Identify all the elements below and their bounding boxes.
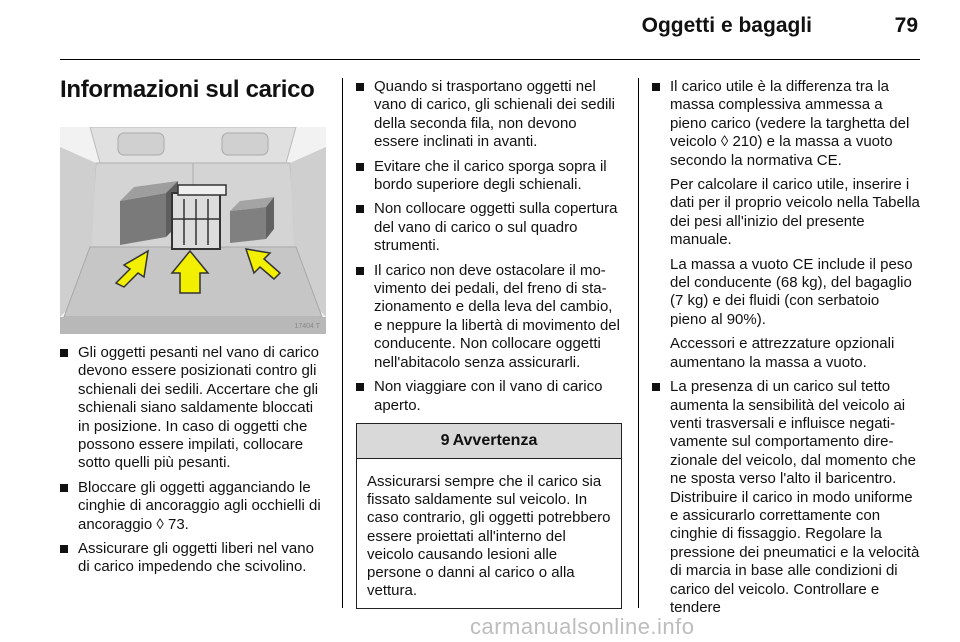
bullet-square-icon bbox=[60, 484, 68, 492]
bullet-square-icon bbox=[356, 163, 364, 171]
column-left bbox=[60, 344, 326, 583]
list-item: Assicurare gli oggetti liberi nel vano di carico impedendo che scivolino. bbox=[60, 540, 326, 577]
bullet-square-icon bbox=[60, 545, 68, 553]
page-number: 79 bbox=[894, 14, 918, 37]
list-item: Quando si trasportano oggetti nel vano di carico, gli schienali dei sedili della seconda fila, non devono essere inclinati in avanti. bbox=[356, 78, 622, 152]
bullet-square-icon bbox=[356, 267, 364, 275]
sub-paragraph: La massa a vuoto CE include il peso del conducente (68 kg), del bagaglio (7 kg) e dei fluidi (con serbatoio pieno al 90%). bbox=[670, 255, 913, 328]
page-header bbox=[0, 0, 960, 60]
list-item: Il carico utile è la differenza tra la massa complessiva ammessa a pieno carico (vedere la targhetta del veicolo ◊ 210) e la massa a vuoto secondo la normativa CE. bbox=[652, 78, 920, 170]
cargo-loading-illustration bbox=[60, 127, 326, 334]
warning-triangle-icon: 9 bbox=[440, 431, 450, 449]
column-divider bbox=[342, 78, 343, 608]
warning-box bbox=[356, 423, 622, 609]
sub-paragraph: Per calcolare il carico utile, inserire i dati per il proprio veicolo nella Tabella dei pesi all'inizio del presente manuale. bbox=[670, 176, 920, 249]
sub-paragraph: Accessori e attrezzature opzionali aumentano la massa a vuoto. bbox=[670, 335, 895, 371]
list-item: Non collocare oggetti sulla copertura del vano di carico o sul quadro strumenti. bbox=[356, 200, 622, 255]
column-middle bbox=[356, 78, 622, 609]
bullet-square-icon bbox=[652, 83, 660, 91]
header-rule bbox=[60, 59, 920, 60]
warning-header bbox=[357, 424, 621, 459]
warning-title: Avvertenza bbox=[452, 431, 538, 449]
figure-code: 17404 T bbox=[294, 323, 320, 330]
list-item: La presenza di un carico sul tetto aumenta la sensibilità del veicolo ai venti trasversali e influisce negativamente sul comportamento direzionale del veicolo, dal momento che ne sposta verso l'alto il baricentro. Distribuire il carico in modo uniforme e assicurarlo correttamente con cinghie di fissaggio. Regolare la pressione dei pneumatici e la velocità di marcia in base alle condizioni di carico del veicolo. Controllare e tendere bbox=[652, 378, 920, 617]
bullet-square-icon bbox=[356, 205, 364, 213]
watermark: carmanualsonline.info bbox=[470, 614, 695, 639]
bullet-square-icon bbox=[356, 83, 364, 91]
column-divider bbox=[638, 78, 639, 608]
list-item: Gli oggetti pesanti nel vano di carico devono essere posizionati contro gli schienali dei sedili. Accertare che gli schienali siano saldamente bloccati in posizione. In caso di oggetti che possono essere impilati, collocare sotto quelli più pesanti. bbox=[60, 344, 326, 473]
list-item: Evitare che il carico sporga sopra il bordo superiore degli schienali. bbox=[356, 158, 622, 195]
chapter-title: Oggetti e bagagli bbox=[641, 14, 812, 37]
list-item: Non viaggiare con il vano di carico aperto. bbox=[356, 378, 622, 415]
column-right bbox=[652, 78, 920, 623]
list-item: Il carico non deve ostacolare il movimento dei pedali, del freno di stazionamento e della leva del cambio, e neppure la libertà di movimento del conducente. Non collocare oggetti nell'abitacolo senza assicurarli. bbox=[356, 262, 622, 372]
bullet-square-icon bbox=[652, 383, 660, 391]
warning-text: Assicurarsi sempre che il carico sia fissato saldamente sul veicolo. In caso contrario, gli oggetti potrebbero essere proiettati all'interno del veicolo causando lesioni alle persone o danni al carico o alla vettura. bbox=[367, 472, 611, 600]
cargo-area-drawing bbox=[60, 127, 326, 334]
bullet-square-icon bbox=[356, 383, 364, 391]
bullet-square-icon bbox=[60, 349, 68, 357]
section-title: Informazioni sul carico bbox=[60, 76, 315, 103]
list-item: Bloccare gli oggetti agganciando le cinghie di ancoraggio agli occhielli di ancoraggio ◊ 73. bbox=[60, 479, 326, 534]
